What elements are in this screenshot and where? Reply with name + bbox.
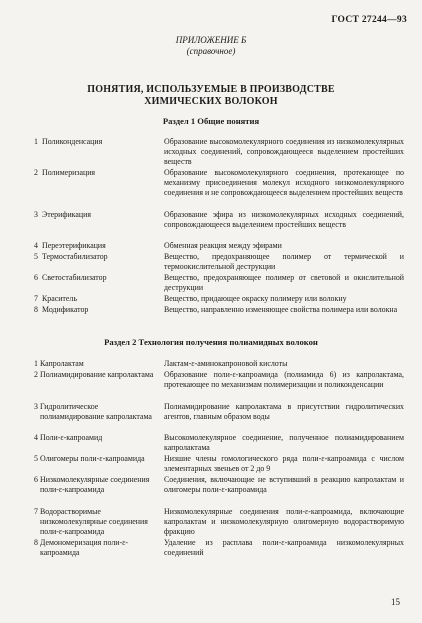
term: Низкомолекулярные соединения поли-ε-капроамида (40, 475, 150, 495)
term: Полиамидирование капролактама (40, 370, 154, 379)
definition: Образование поли-ε-капроамида (полиамида 6) из капролактама, протекающее по механизмам полимеризации и поликонденсации (164, 370, 404, 390)
term: Олигомеры поли-ε-капроамида (40, 454, 145, 463)
item-number: 6 (34, 273, 38, 282)
term: Поли-ε-капроамид (40, 433, 103, 442)
term: Гидролитическое полиамидирование капролактама (40, 402, 152, 422)
definition: Удаление из расплава поли-ε-капроамида низкомолекулярных соединений (164, 538, 404, 558)
item-number: 8 (34, 538, 38, 547)
item-number: 2 (34, 370, 38, 379)
item-number: 5 (34, 454, 38, 463)
definition: Низкомолекулярные соединения поли-ε-капроамида, включающие капролактам и низкомолекулярную олигомерную водорастворимую фракцию (164, 507, 404, 537)
item-number: 1 (34, 137, 38, 146)
section-1-title: Раздел 1 Общие понятия (162, 116, 260, 126)
term: Краситель (42, 294, 77, 303)
term: Капролактам (40, 359, 84, 368)
term: Водорастворимые низкомолекулярные соединения поли-ε-капроамида (40, 507, 148, 537)
definition: Вещество, предохраняющее полимер от световой и окислительной деструкции (164, 273, 404, 293)
item-number: 7 (34, 294, 38, 303)
definition: Высокомолекулярное соединение, полученное полиамидированием капролактама (164, 433, 404, 453)
definition: Низшие члены гомологического ряда поли-ε-капроамида с числом элементарных звеньев от 2 до 9 (164, 454, 404, 474)
item-number: 1 (34, 359, 38, 368)
term: Этерификация (42, 210, 91, 219)
definition: Образование высокомолекулярного соединения, протекающее по механизму присоединения молекул исходного низкомолекулярного соединения и не сопровождающееся выделением простейших веществ (164, 168, 404, 198)
definition: Лактам-ε-аминокапроновой кислоты (164, 359, 288, 368)
definition: Образование высокомолекулярного соединения из низкомолекулярных исходных соединений, сопровождающееся выделением простейших веществ (164, 137, 404, 167)
item-number: 3 (34, 402, 38, 411)
term: Поликонденсация (42, 137, 103, 146)
title-line-1: ПОНЯТИЯ, ИСПОЛЬЗУЕМЫЕ В ПРОИЗВОДСТВЕ (87, 84, 335, 95)
item-number: 4 (34, 433, 38, 442)
appendix-note: (справочное) (186, 46, 236, 56)
item-number: 2 (34, 168, 38, 177)
term: Переэтерификация (42, 241, 106, 250)
definition: Вещество, направленно изменяющее свойства полимера или волокна (164, 305, 398, 314)
definition: Вещество, предохраняющее полимер от термической и термоокислительной деструкции (164, 252, 404, 272)
title-line-2: ХИМИЧЕСКИХ ВОЛОКОН (144, 96, 278, 107)
definition: Соединения, включающие не вступивший в реакцию капролактам и олигомеры поли-ε-капроамида (164, 475, 404, 495)
standard-number: ГОСТ 27244—93 (331, 15, 407, 25)
item-number: 8 (34, 305, 38, 314)
appendix-title: ПРИЛОЖЕНИЕ Б (175, 35, 247, 45)
section-2-title: Раздел 2 Технология получения полиамидных волокон (104, 337, 318, 347)
appendix-heading (0, 35, 422, 57)
term: Демономеризация поли-ε-капроамида (40, 538, 129, 558)
item-number: 5 (34, 252, 38, 261)
definition: Образование эфира из низкомолекулярных исходных соединений, сопровождающееся выделением простейших веществ (164, 210, 404, 230)
term: Термостабилизатор (42, 252, 108, 261)
document-title (0, 84, 422, 108)
definition: Вещество, придающее окраску полимеру или волокну (164, 294, 347, 303)
item-number: 6 (34, 475, 38, 484)
item-number: 4 (34, 241, 38, 250)
page-number: 15 (391, 597, 400, 607)
item-number: 7 (34, 507, 38, 516)
term: Полимеризация (42, 168, 96, 177)
definition: Обменная реакция между эфирами (164, 241, 282, 250)
item-number: 3 (34, 210, 38, 219)
term: Модификатор (42, 305, 89, 314)
definition: Полиамидирование капролактама в присутствии гидролитических агентов, главным образом воды (164, 402, 404, 422)
term: Светостабилизатор (42, 273, 107, 282)
